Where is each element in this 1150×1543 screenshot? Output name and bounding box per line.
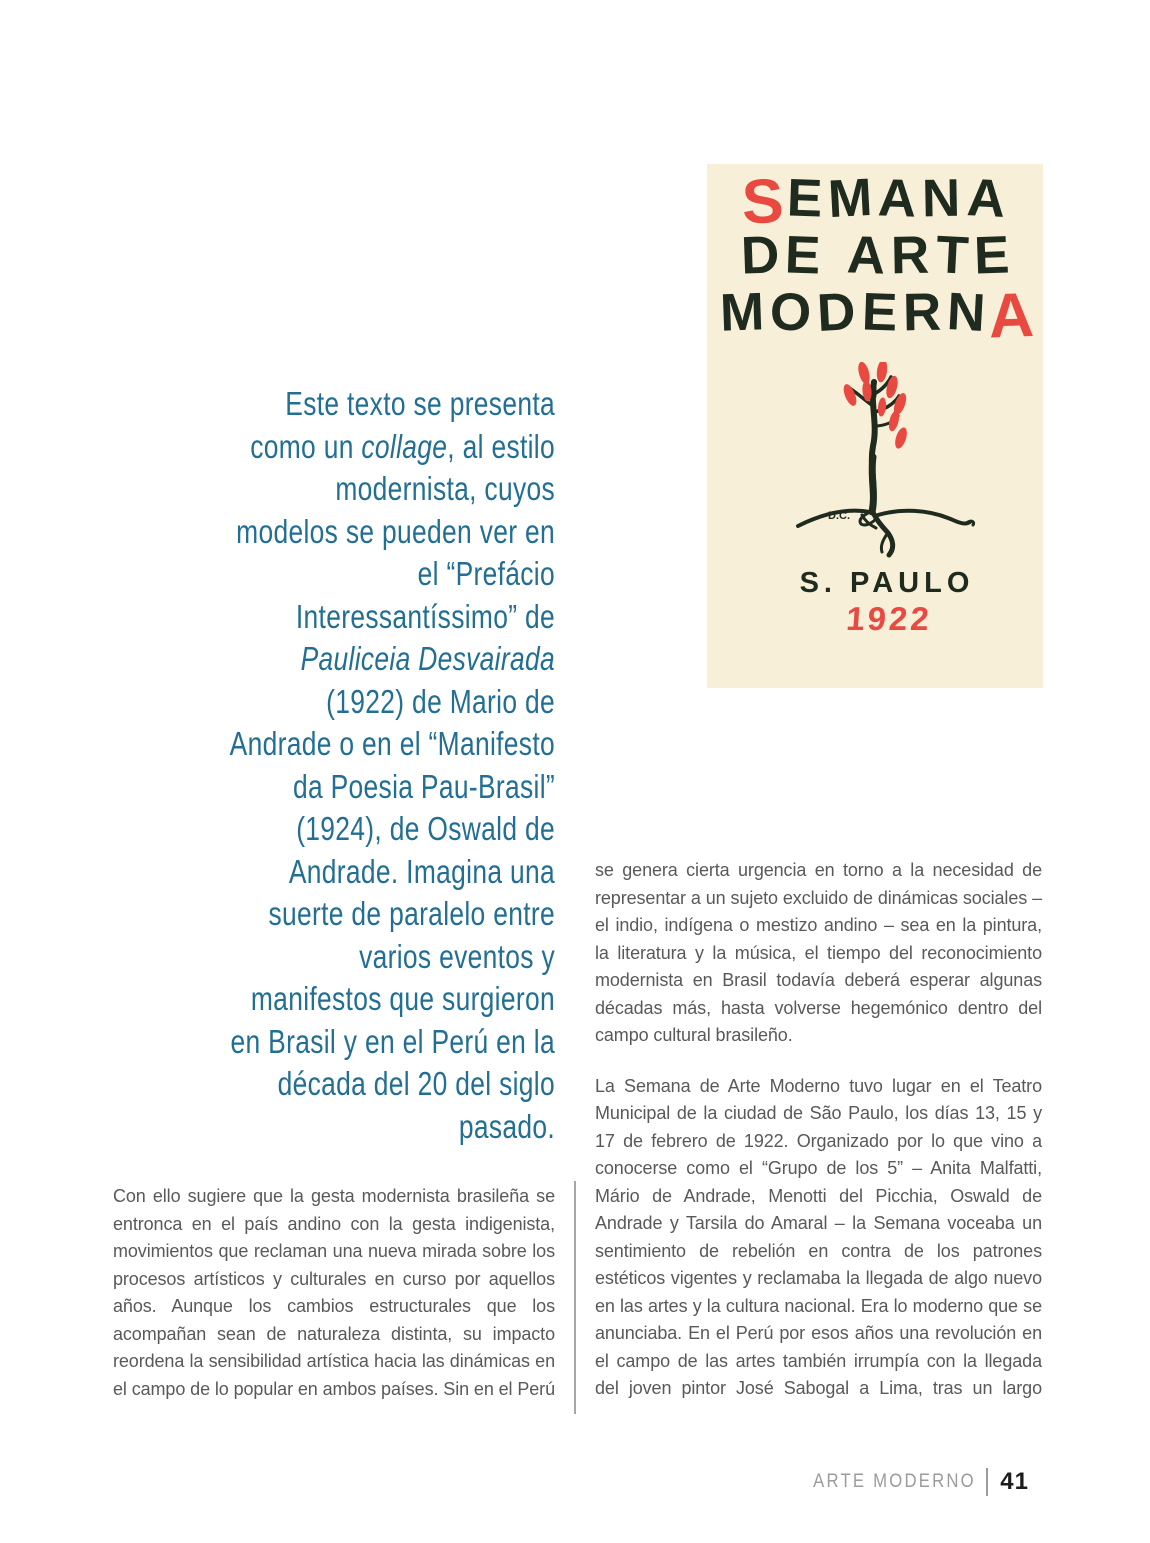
poster-title-letter: A bbox=[876, 168, 918, 229]
pull-quote-segment: Este texto se presenta como un bbox=[250, 385, 555, 465]
pull-quote bbox=[227, 383, 555, 1148]
poster-title-line bbox=[707, 227, 1043, 284]
poster-title-line bbox=[707, 166, 1043, 238]
poster-title-letter: D bbox=[739, 225, 780, 286]
poster-semana-arte-moderna bbox=[707, 164, 1043, 688]
poster-title bbox=[707, 166, 1043, 352]
left-column bbox=[113, 1183, 555, 1403]
poster-year-label: 1922 bbox=[845, 600, 934, 637]
poster-title-letter: T bbox=[934, 225, 970, 286]
poster-title-letter: A bbox=[965, 168, 1007, 229]
poster-title-letter: A bbox=[987, 280, 1035, 352]
poster-title-letter: R bbox=[902, 282, 942, 343]
poster-title-letter: A bbox=[846, 225, 887, 286]
tree-illustration bbox=[792, 362, 982, 562]
poster-title-letter: S bbox=[740, 166, 786, 238]
poster-title-letter: E bbox=[972, 225, 1011, 286]
poster-title-letter: E bbox=[860, 282, 899, 343]
poster-title-letter: M bbox=[719, 282, 766, 343]
column-divider-rule bbox=[574, 1181, 576, 1414]
footer-section-label: ARTE MODERNO bbox=[813, 1471, 977, 1492]
poster-title-letter: D bbox=[815, 282, 858, 343]
poster-title-letter: M bbox=[826, 167, 874, 230]
poster-title-letter: N bbox=[945, 282, 988, 343]
poster-city-label: S. PAULO bbox=[799, 567, 975, 599]
right-paragraph-1: se genera cierta urgencia en torno a la necesidad de representar a un sujeto excluido de dinámicas sociales – el indio, indígena o mestizo andino – sea en la pintura, la literatura y la música, el tiempo del reconocimiento modernista en Brasil todavía deberá esperar algunas décadas más, hasta volverse hegemónico dentro del campo cultural brasileño. bbox=[595, 860, 1042, 1045]
artist-signature: D.C. bbox=[828, 510, 850, 522]
page-number: 41 bbox=[1000, 1468, 1029, 1495]
pull-quote-segment: collage bbox=[361, 427, 448, 465]
pull-quote-segment: Pauliceia Desvairada bbox=[300, 640, 555, 677]
poster-title-letter: O bbox=[769, 282, 813, 343]
poster-title-letter bbox=[825, 229, 842, 283]
poster-title-letter: E bbox=[783, 225, 822, 286]
poster-title-line bbox=[707, 280, 1043, 352]
pull-quote-segment: (1922) de Mario de Andrade o en el “Manifesto da Poesia Pau-Brasil” (1924), de Oswald de Andrade. Imagina una suerte de paralelo entre varios eventos y manifestos que surgieron en Brasil y en el Perú en la década del 20 del siglo pasado. bbox=[229, 682, 556, 1145]
left-paragraph: Con ello sugiere que la gesta modernista brasileña se entronca en el país andino con la gesta indigenista, movimientos que reclaman una nueva mirada sobre los procesos artísticos y culturales en curso por aquellos años. Aunque los cambios estructurales que los acompañan sean de naturaleza distinta, su impacto reordena la sensibilidad artística hacia las dinámicas en el campo de lo popular en ambos países. Sin en el Perú bbox=[113, 1186, 555, 1399]
page-footer bbox=[791, 1466, 1029, 1498]
right-paragraph-2: La Semana de Arte Moderno tuvo lugar en el Teatro Municipal de la ciudad de São Paulo, los días 13, 15 y 17 de febrero de 1922. Organizado por lo que vino a conocerse como el “Grupo de los 5” – Anita Malfatti, Mário de Andrade, Menotti del Picchia, Oswald de Andrade y Tarsila do Amaral – la Semana voceaba un sentimiento de rebelión en contra de los patrones estéticos vigentes y reclamaba la llegada de algo nuevo en las artes y la cultura nacional. Era lo moderno que se anunciaba. En el Perú por esos años una revolución en el campo de las artes también irrumpía con la llegada del joven pintor José Sabogal a Lima, tras un largo bbox=[595, 1075, 1042, 1398]
footer-divider-bar bbox=[986, 1468, 988, 1496]
poster-title-letter: N bbox=[921, 168, 962, 229]
poster-title-letter: R bbox=[890, 225, 931, 286]
right-column bbox=[595, 857, 1042, 1403]
poster-title-letter: E bbox=[785, 168, 823, 229]
pull-quote-segment: , al estilo modernista, cuyos modelos se pueden ver en el “Prefácio Interessantíssimo” de bbox=[236, 427, 556, 635]
